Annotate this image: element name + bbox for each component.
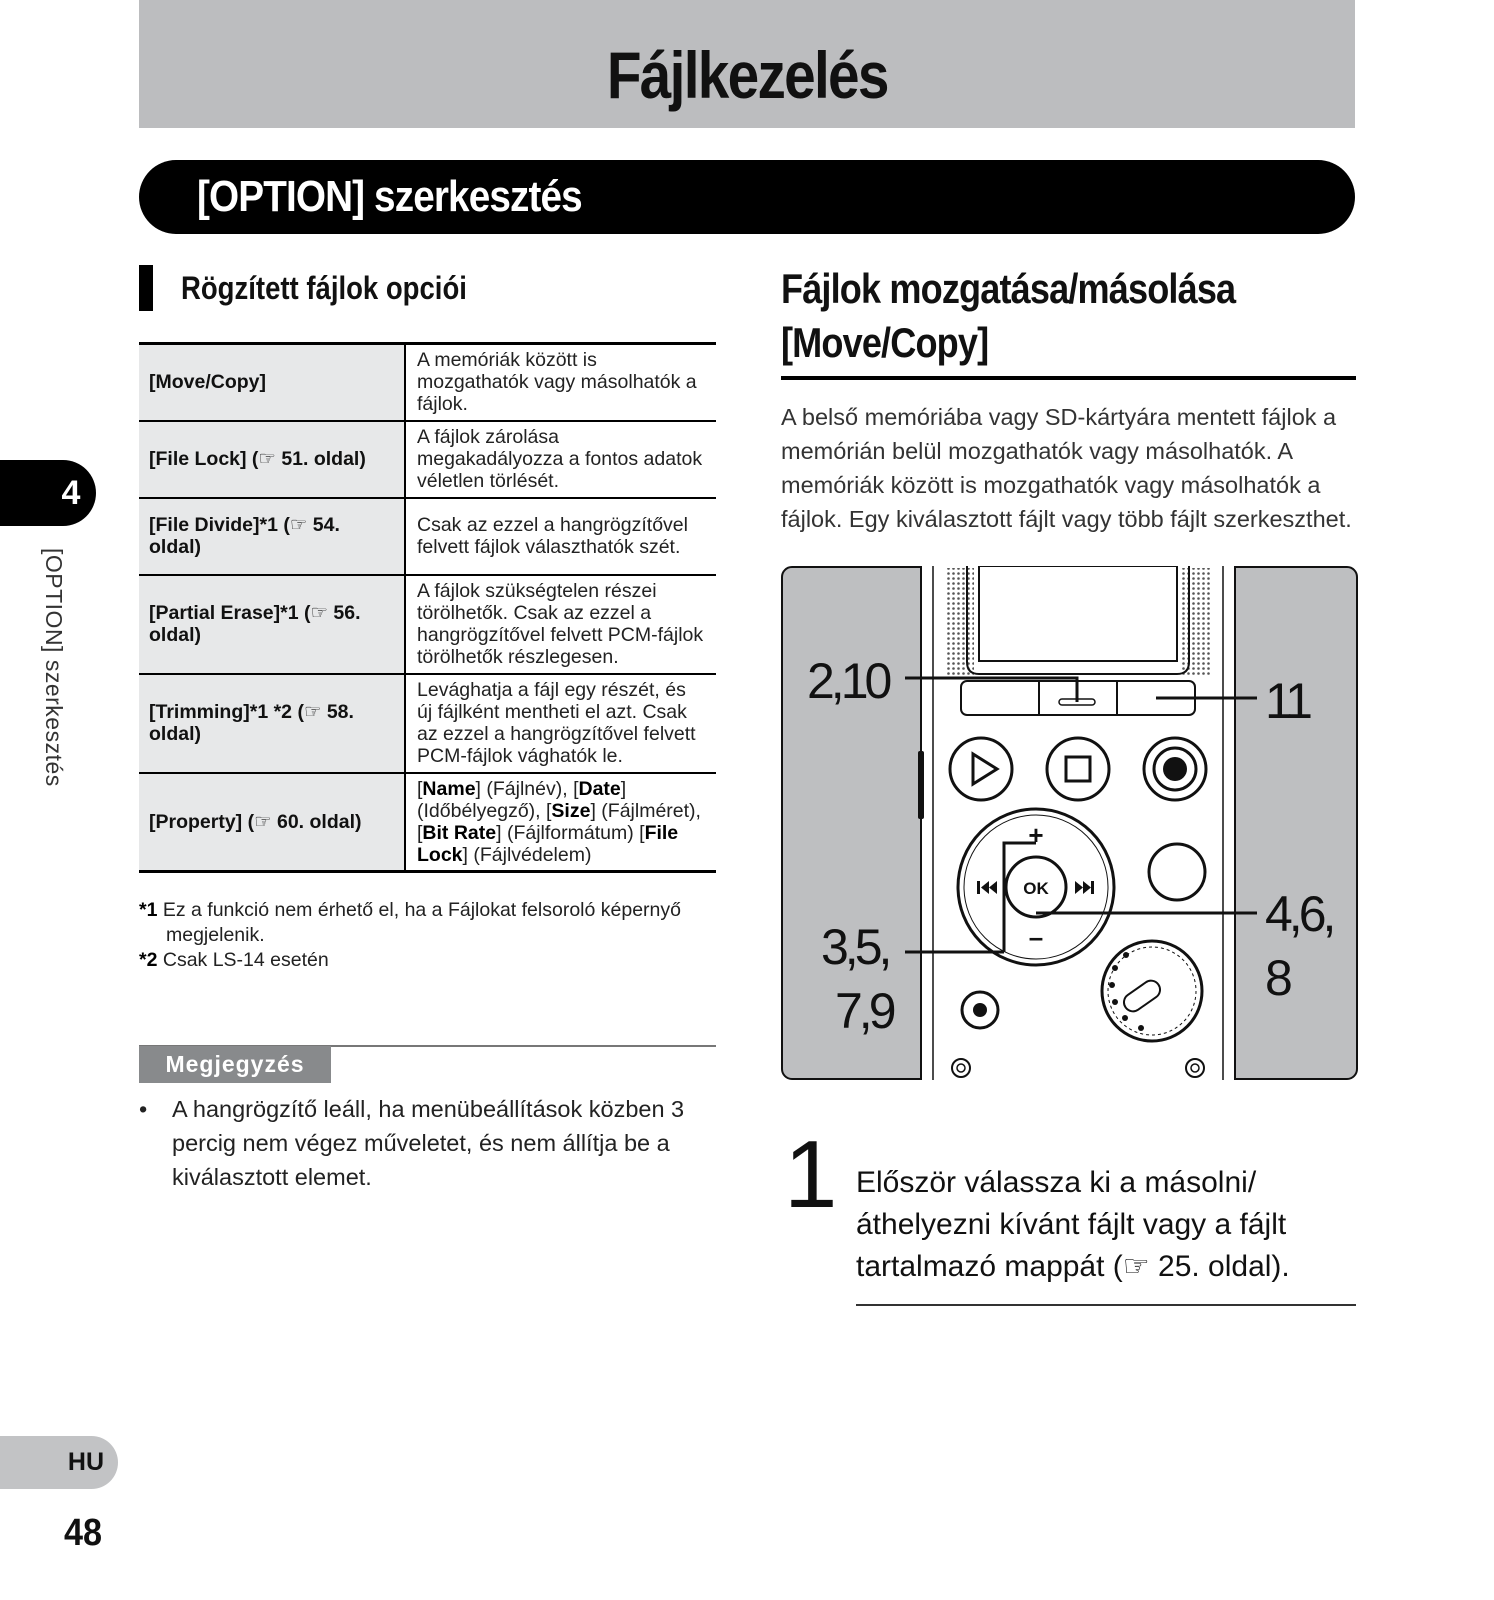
intro-paragraph: A belső memóriába vagy SD-kártyára mentett fájlok a memórián belül mozgathatók vagy másolhatók. A memóriák között is mozgathatók vagy másolhatók a fájlok. Egy kiválasztott fájlt vagy több fájlt szerkeszthet. (781, 404, 1352, 532)
option-name: [Move/Copy] (139, 344, 405, 421)
option-name: [File Lock] (☞ 51. oldal) (139, 421, 405, 498)
option-name: [File Divide]*1 (☞ 54. oldal) (139, 498, 405, 575)
ok-label: OK (1023, 879, 1049, 898)
table-row (139, 674, 716, 773)
footnote (139, 948, 719, 973)
property-name: Name (422, 777, 476, 800)
move-copy-heading (781, 262, 1356, 380)
language-tab: HU (0, 1436, 118, 1489)
property-date-desc: (Időbélyegző), (417, 799, 546, 822)
chapter-banner (139, 0, 1355, 128)
footnote-text: Ez a funkció nem érhető el, ha a Fájlokat felsoroló képernyő megjelenik. (157, 899, 681, 946)
footnotes (139, 898, 719, 973)
option-desc: Levághatja a fájl egy részét, és új fájlként mentheti el azt. Csak az ezzel a hangrögzítővel felvett PCM-fájlok vághatók le. (405, 674, 716, 773)
note-item: • A hangrögzítő leáll, ha menübeállítások közben 3 percig nem végez műveletet, és nem állítja be a kiválasztott elemet. (139, 1092, 719, 1194)
callout-label-2-10: 2,10 (807, 653, 889, 709)
option-desc: A fájlok szükségtelen részei törölhetők. Csak az ezzel a hangrögzítővel felvett PCM-fájlok törölhetők részlegesen. (405, 575, 716, 674)
table-row (139, 575, 716, 674)
table-heading (139, 265, 513, 311)
property-filelock-desc: (Fájlvédelem) (467, 843, 592, 866)
option-name: [Property] (☞ 60. oldal) (139, 773, 405, 872)
callout-label-7-9: 7,9 (835, 983, 893, 1039)
table-row (139, 421, 716, 498)
property-bitrate: Bit Rate (422, 821, 497, 844)
play-button (950, 738, 1012, 800)
option-desc: A memóriák között is mozgathatók vagy másolhatók a fájlok. (405, 344, 716, 421)
options-table (139, 342, 716, 873)
table-row (139, 344, 716, 421)
property-filelock: File Lock (417, 821, 679, 866)
option-name: [Trimming]*1 *2 (☞ 58. oldal) (139, 674, 405, 773)
footnote (139, 898, 719, 948)
section-title: [OPTION] szerkesztés (197, 172, 582, 221)
property-size-desc: (Fájlméret), (595, 799, 701, 822)
recorder-illustration (781, 566, 1358, 1080)
property-date: Date (578, 777, 621, 800)
footnote-mark: *1 (139, 899, 158, 921)
chapter-title: Fájlkezelés (606, 38, 888, 112)
property-bitrate-desc: (Fájlformátum) (501, 821, 640, 844)
footnote-mark: *2 (139, 949, 158, 971)
speaker-grill-left (946, 568, 974, 676)
table-row (139, 773, 716, 872)
note-body (139, 1092, 719, 1194)
option-desc: Csak az ezzel a hangrögzítővel felvett fájlok választhatók szét. (405, 498, 716, 575)
callout-label-11: 11 (1265, 673, 1309, 729)
record-icon (1163, 757, 1187, 781)
footnote-text: Csak LS-14 esetén (157, 949, 329, 971)
device-screen (979, 566, 1177, 661)
property-name-desc: (Fájlnév), (480, 777, 574, 800)
menu-button (1149, 844, 1205, 900)
move-copy-heading-line1: Fájlok mozgatása/másolása (781, 265, 1236, 312)
callout-label-8: 8 (1265, 950, 1289, 1006)
option-desc: A fájlok zárolása megakadályozza a fontos adatok véletlen törlését. (405, 421, 716, 498)
screw-left (952, 1059, 970, 1077)
plus-icon: + (1028, 820, 1044, 850)
minus-icon: – (1028, 922, 1044, 952)
move-copy-heading-line2: [Move/Copy] (781, 319, 989, 366)
property-size: Size (551, 799, 591, 822)
note-label: Megjegyzés (139, 1046, 331, 1083)
step-text: Először válassza ki a másolni/ áthelyezni kívánt fájlt vagy a fájlt tartalmazó mappát (☞ 25. oldal). (856, 1162, 1356, 1306)
screw-right (1186, 1059, 1204, 1077)
chapter-side-label: [OPTION] szerkesztés (41, 548, 67, 787)
stop-button (1047, 738, 1109, 800)
section-bar (139, 160, 1355, 234)
option-desc: [Name] (Fájlnév), [Date] (Időbélyegző), [Size] (Fájlméret), [Bit Rate] (Fájlformátum) [File Lock] (Fájlvédelem) (405, 773, 716, 872)
table-heading-text: Rögzített fájlok opciói (181, 270, 467, 306)
page-number: 48 (64, 1512, 103, 1554)
step-number: 1 (784, 1121, 838, 1228)
callout-label-3-5: 3,5, (821, 919, 889, 975)
speaker-grill-right (1182, 568, 1210, 676)
option-name: [Partial Erase]*1 (☞ 56. oldal) (139, 575, 405, 674)
callout-label-4-6: 4,6, (1265, 886, 1333, 942)
chapter-tab: 4 (0, 460, 96, 526)
table-row (139, 498, 716, 575)
